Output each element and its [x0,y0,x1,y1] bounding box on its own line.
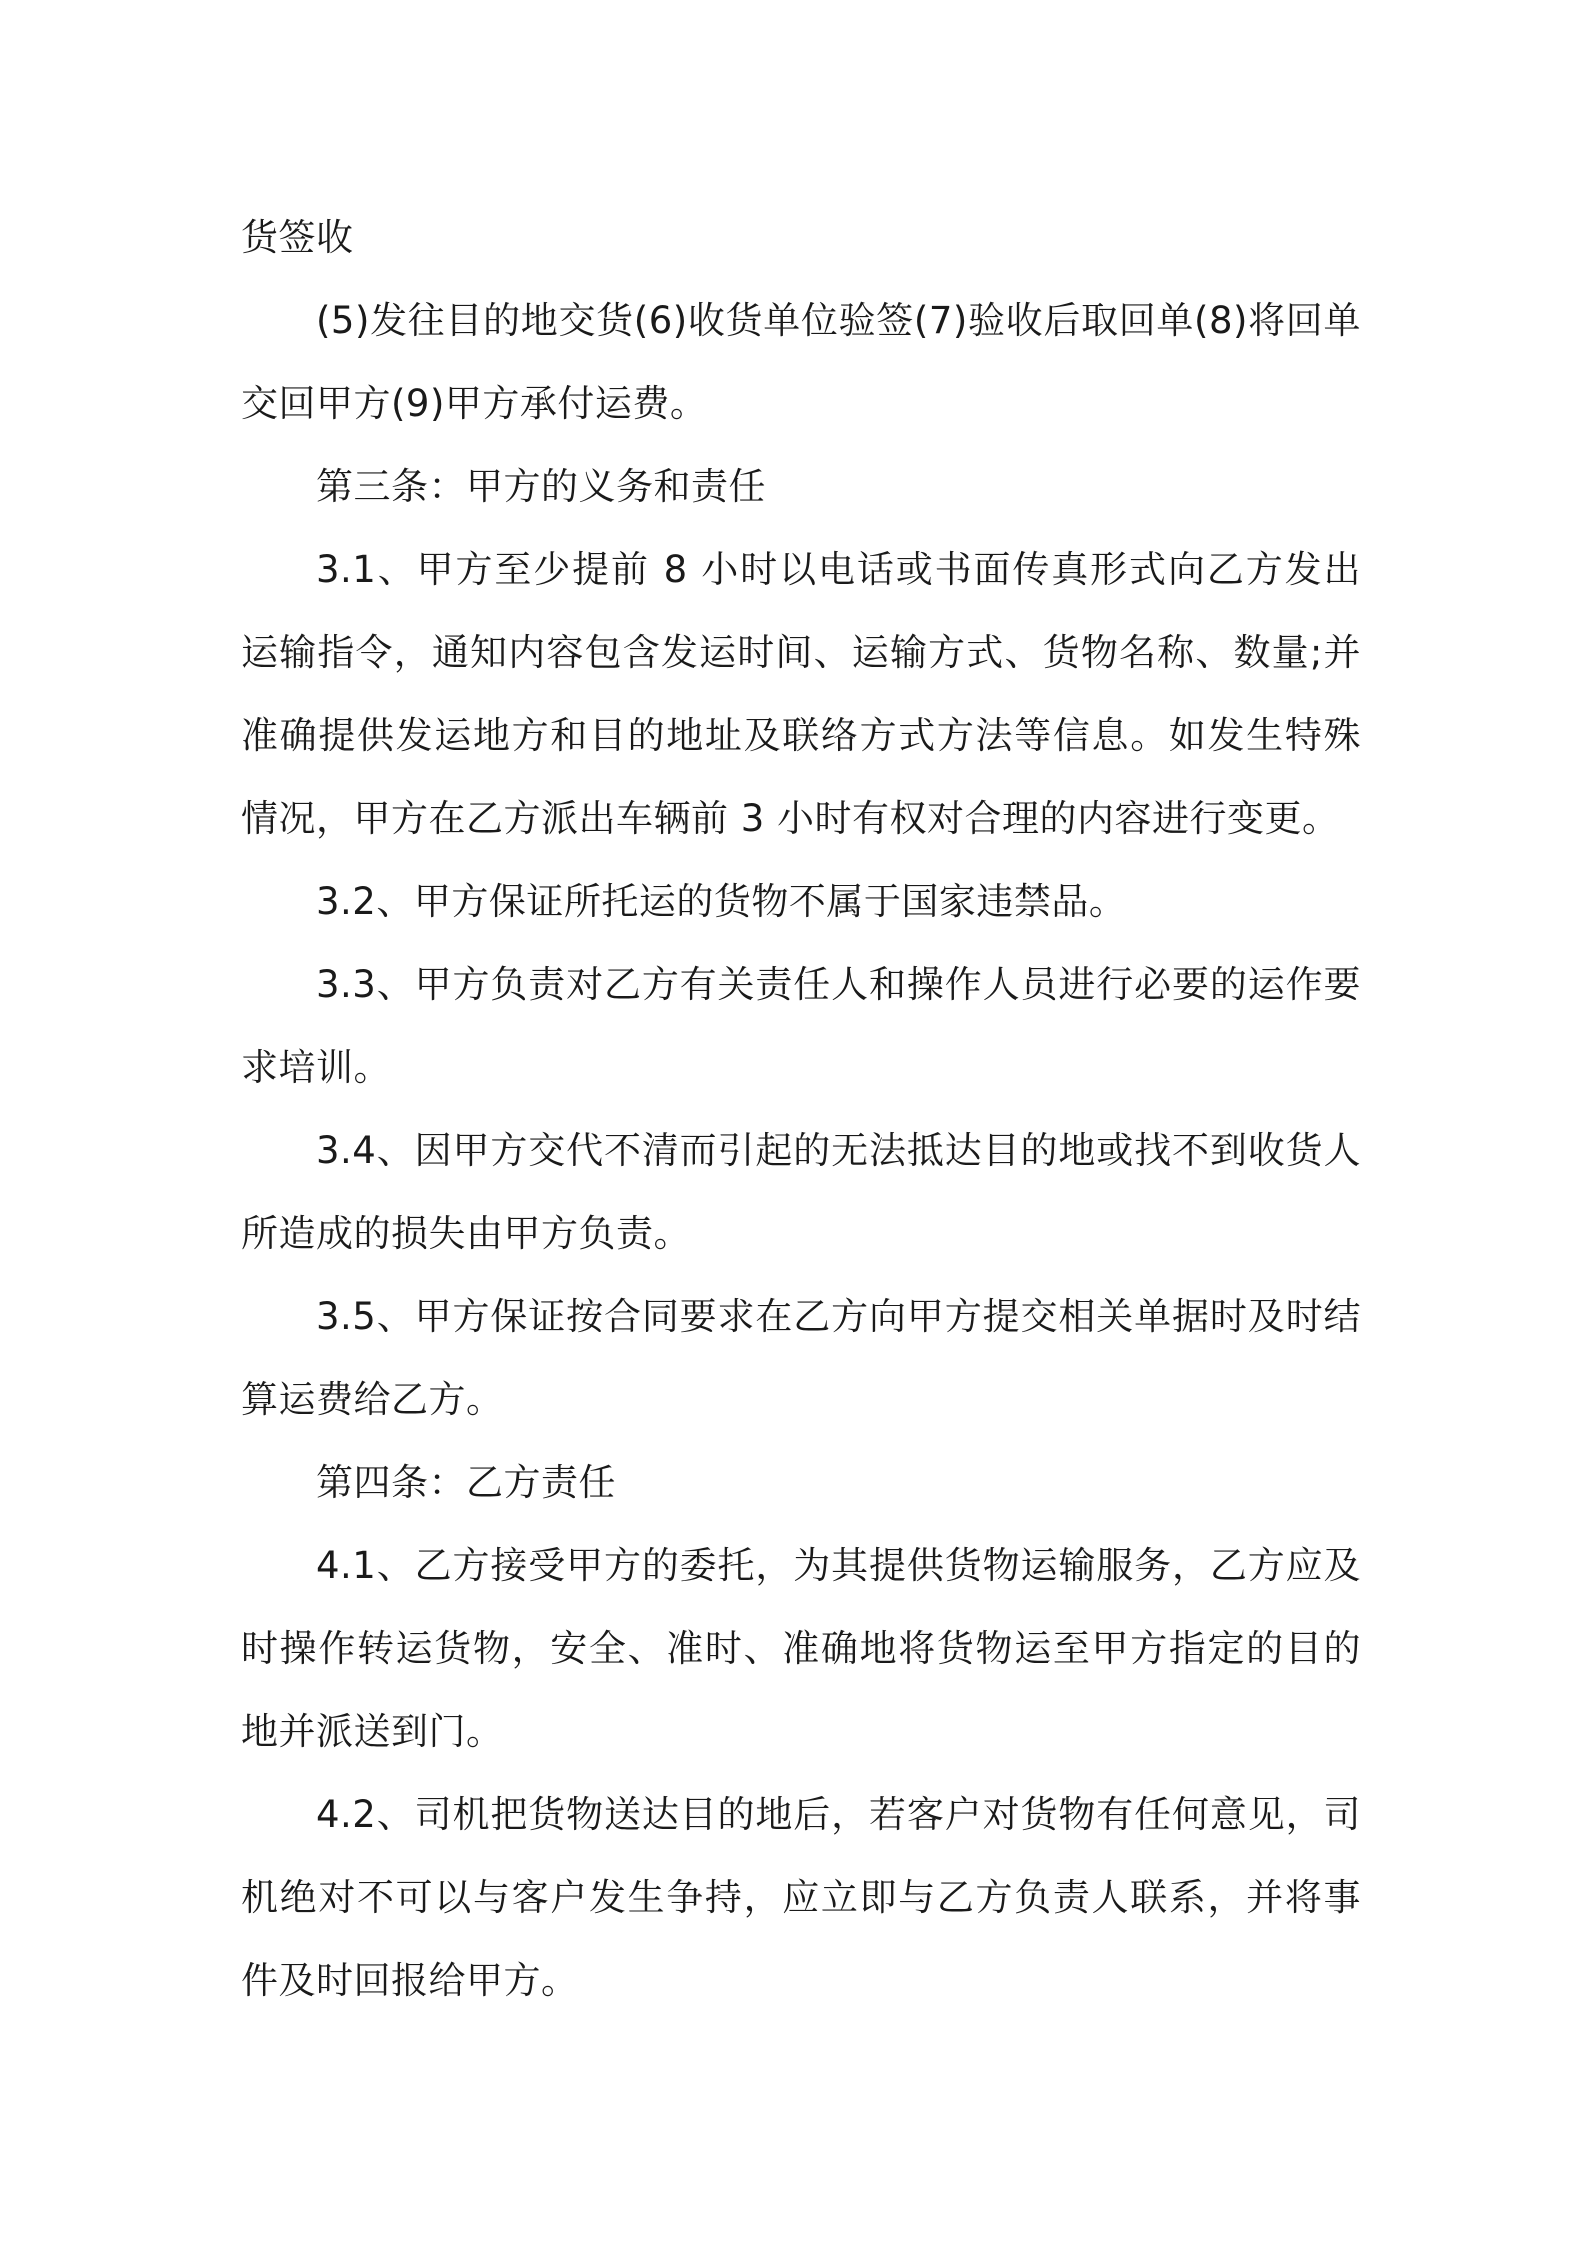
section-heading-article-4: 第四条：乙方责任 [316,1461,616,1504]
clause-3-4: 3.4、因甲方交代不清而引起的无法抵达目的地或找不到收货人所造成的损失由甲方负责。 [241,1129,1361,1255]
document-body [241,196,1361,2022]
clause-3-1: 3.1、甲方至少提前 8 小时以电话或书面传真形式向乙方发出运输指令，通知内容包含发运时间、运输方式、货物名称、数量;并准确提供发运地方和目的地址及联络方式方法等信息。如发生特殊情况，甲方在乙方派出车辆前 3 小时有权对合理的内容进行变更。 [241,548,1361,840]
clause-3-2: 3.2、甲方保证所托运的货物不属于国家违禁品。 [316,880,1127,923]
section-heading-article-3: 第三条：甲方的义务和责任 [316,465,766,508]
paragraph-continuation: 货签收 [241,216,354,259]
clause-4-1: 4.1、乙方接受甲方的委托，为其提供货物运输服务，乙方应及时操作转运货物，安全、准时、准确地将货物运至甲方指定的目的地并派送到门。 [241,1544,1361,1753]
paragraph-process-steps: (5)发往目的地交货(6)收货单位验签(7)验收后取回单(8)将回单交回甲方(9)甲方承付运费。 [241,299,1361,425]
clause-4-2: 4.2、司机把货物送达目的地后，若客户对货物有任何意见，司机绝对不可以与客户发生争持，应立即与乙方负责人联系，并将事件及时回报给甲方。 [241,1793,1361,2002]
clause-3-3: 3.3、甲方负责对乙方有关责任人和操作人员进行必要的运作要求培训。 [241,963,1361,1089]
clause-3-5: 3.5、甲方保证按合同要求在乙方向甲方提交相关单据时及时结算运费给乙方。 [241,1295,1361,1421]
